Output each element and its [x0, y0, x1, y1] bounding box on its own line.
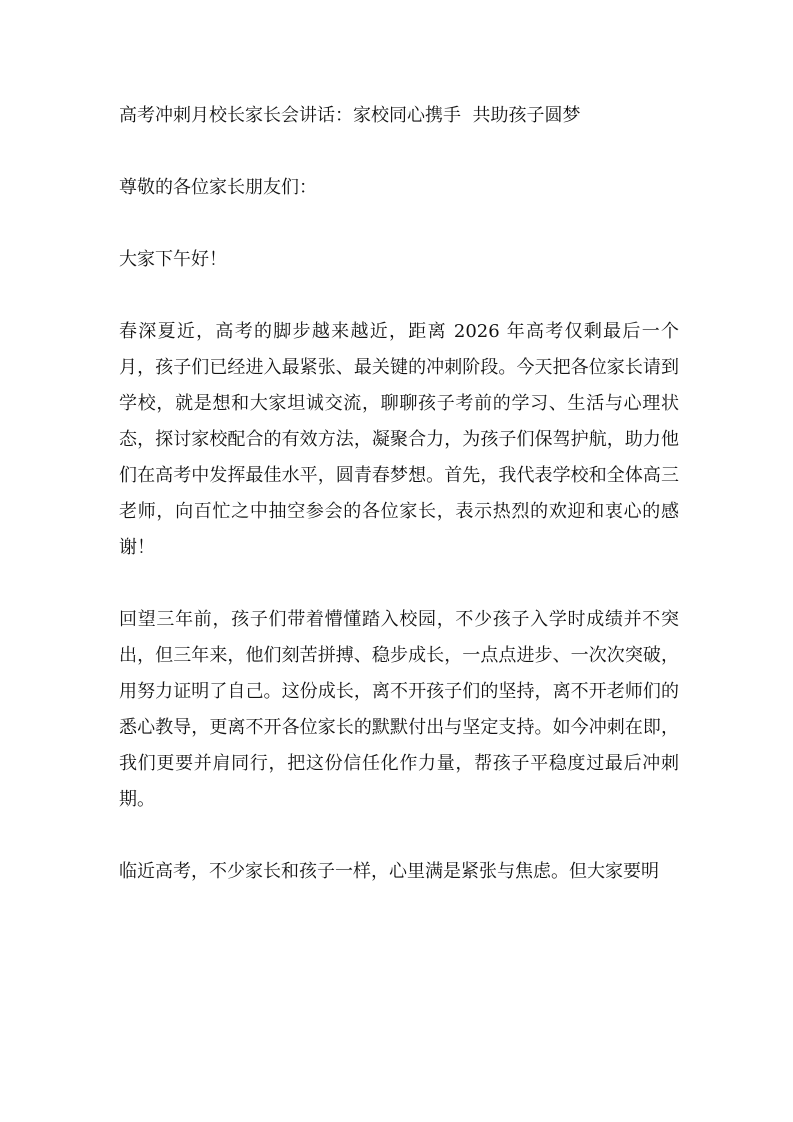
salutation: 尊敬的各位家长朋友们： — [119, 177, 317, 198]
paragraph-1: 春深夏近，高考的脚步越来越近，距离 2026 年高考仅剩最后一个月，孩子们已经进入最紧张、最关键的冲刺阶段。今天把各位家长请到学校，就是想和大家坦诚交流，聊聊孩子考前的学习、生活与心理状态，探讨家校配合的有效方法，凝聚合力，为孩子们保驾护航，助力他们在高考中发挥最佳水平，圆青春梦想。首先，我代表学校和全体高三老师，向百忙之中抽空参会的各位家长，表示热烈的欢迎和衷心的感谢！ — [119, 321, 679, 558]
greeting: 大家下午好！ — [119, 249, 227, 270]
paragraph-2: 回望三年前，孩子们带着懵懂踏入校园，不少孩子入学时成绩并不突出，但三年来，他们刻苦拼搏、稳步成长，一点点进步、一次次突破，用努力证明了自己。这份成长，离不开孩子们的坚持，离不开老师们的悉心教导，更离不开各位家长的默默付出与坚定支持。如今冲刺在即，我们更要并肩同行，把这份信任化作力量，帮孩子平稳度过最后冲刺期。 — [119, 609, 679, 810]
paragraph-3: 临近高考，不少家长和孩子一样，心里满是紧张与焦虑。但大家要明 — [119, 861, 659, 882]
document-title: 高考冲刺月校长家长会讲话：家校同心携手 共助孩子圆梦 — [119, 105, 581, 126]
document-body — [119, 98, 679, 926]
